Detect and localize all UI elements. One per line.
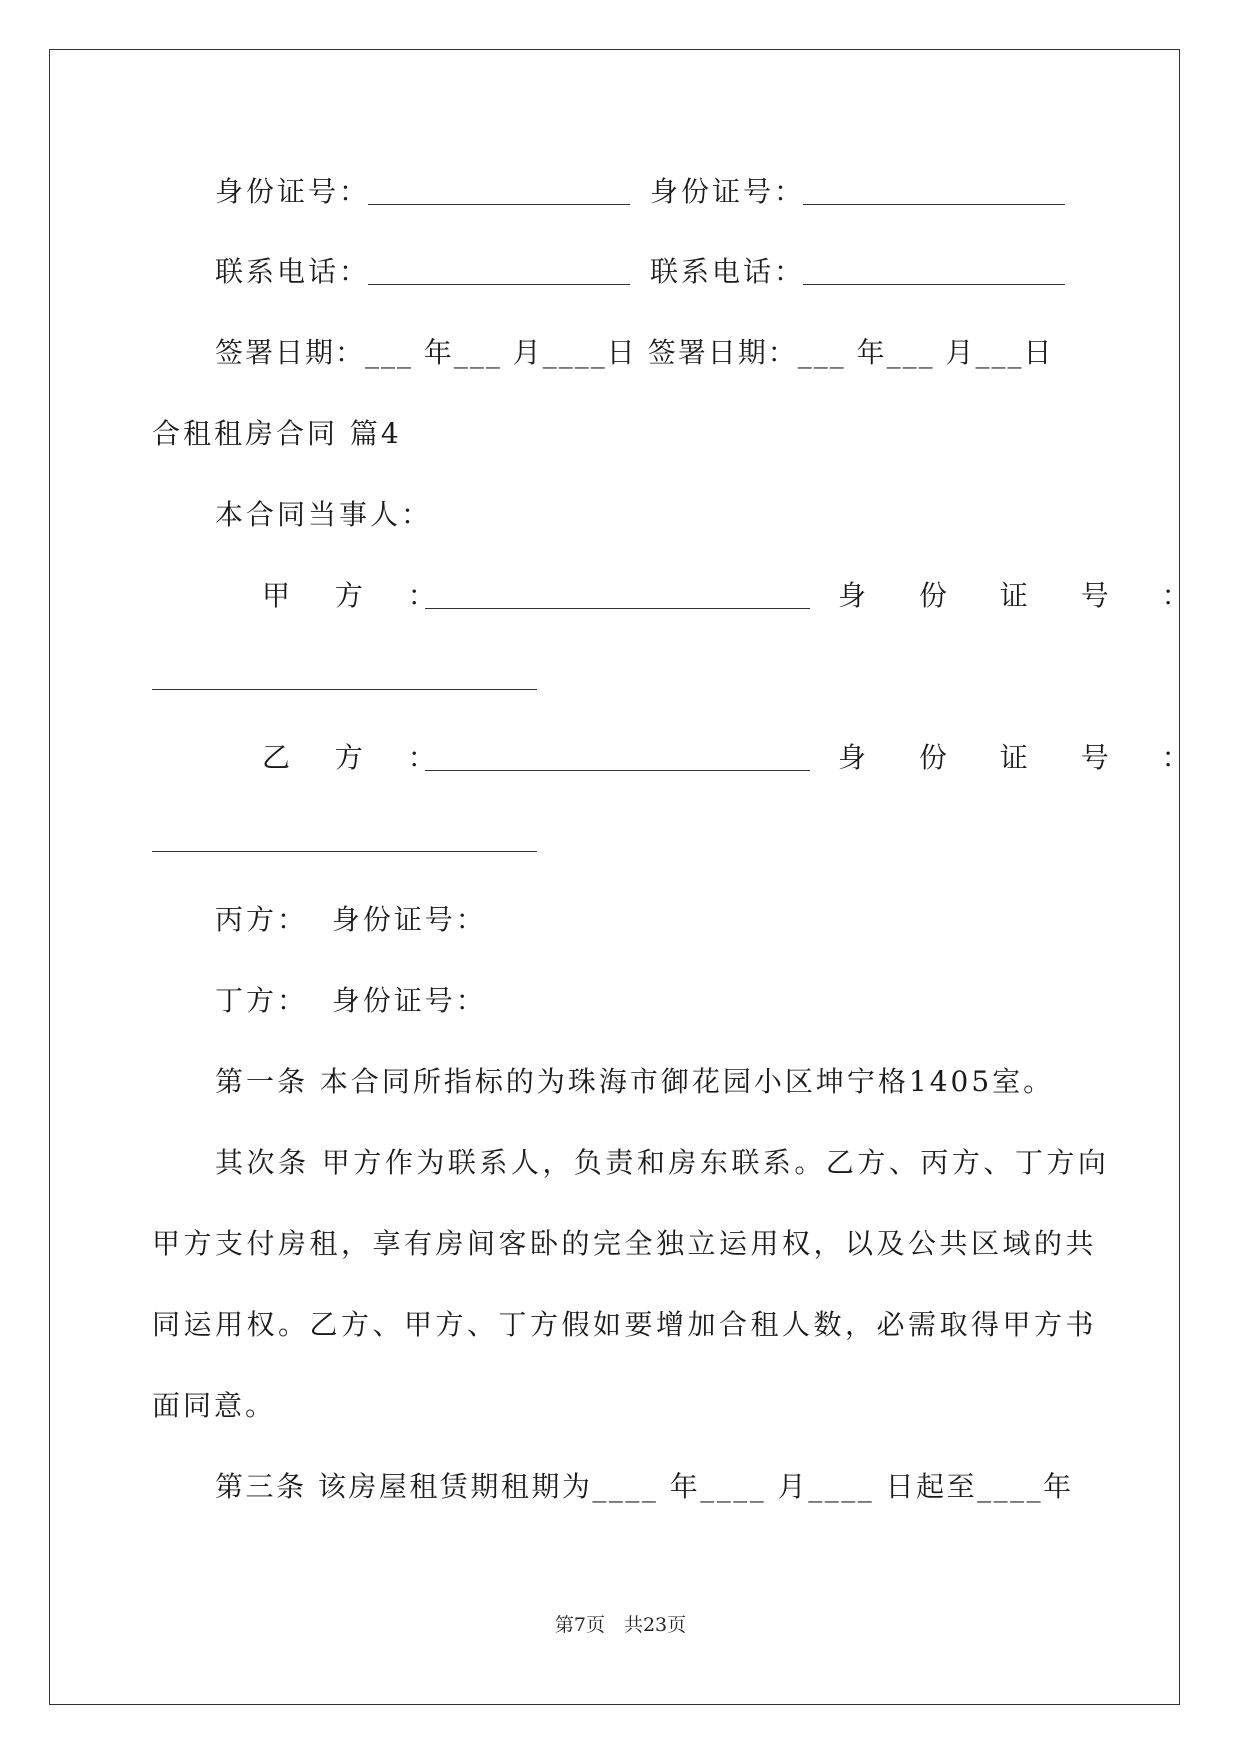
party-a-name-blank[interactable]	[425, 608, 810, 609]
id-label-left: 身份证号：	[215, 175, 371, 208]
phone-label-right: 联系电话：	[650, 255, 806, 288]
party-d-row: 丁方： 身份证号：	[215, 984, 487, 1017]
article-2-line-1: 其次条 甲方作为联系人，负责和房东联系。乙方、丙方、丁方向	[215, 1146, 1110, 1179]
section-title: 合租租房合同 篇4	[152, 417, 402, 450]
phone-blank-left[interactable]	[368, 284, 630, 285]
article-3: 第三条 该房屋租赁期租期为____ 年____ 月____ 日起至____年	[215, 1470, 1074, 1503]
party-b-id-blank[interactable]	[152, 851, 537, 852]
parties-heading: 本合同当事人：	[215, 498, 433, 531]
party-a-id-label: 身 份 证 号 ：	[838, 579, 1212, 612]
party-c-row: 丙方： 身份证号：	[215, 903, 487, 936]
phone-blank-right[interactable]	[803, 284, 1065, 285]
page-footer: 第7页 共23页	[554, 1614, 687, 1636]
party-b-label: 乙 方 ：	[262, 741, 454, 774]
signing-date-row: 签署日期：___ 年___ 月____日 签署日期：___ 年___ 月___日	[215, 336, 1054, 369]
article-2-line-3: 同运用权。乙方、甲方、丁方假如要增加合租人数，必需取得甲方书	[152, 1308, 1098, 1341]
article-2-line-2: 甲方支付房租，享有房间客卧的完全独立运用权，以及公共区域的共	[152, 1227, 1098, 1260]
id-blank-left[interactable]	[368, 204, 630, 205]
phone-label-left: 联系电话：	[215, 255, 371, 288]
article-1: 第一条 本合同所指标的为珠海市御花园小区坤宁格1405室。	[215, 1065, 1055, 1098]
party-a-label: 甲 方 ：	[262, 579, 454, 612]
party-a-id-blank[interactable]	[152, 689, 537, 690]
id-blank-right[interactable]	[803, 204, 1065, 205]
id-label-right: 身份证号：	[650, 175, 806, 208]
party-b-id-label: 身 份 证 号 ：	[838, 741, 1212, 774]
page-border	[49, 49, 1180, 1705]
party-b-name-blank[interactable]	[425, 770, 810, 771]
article-2-line-4: 面同意。	[152, 1389, 277, 1422]
